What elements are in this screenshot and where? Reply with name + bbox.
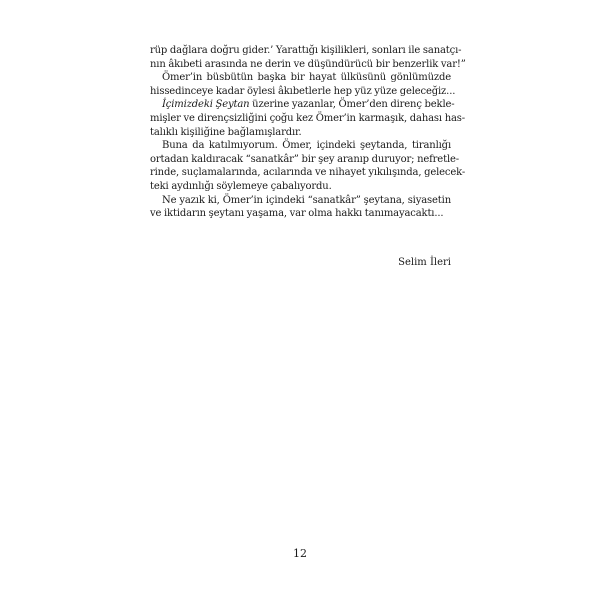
text-line: rüp dağlara doğru gider.’ Yarattığı kişilikleri, sonları ile sanatçı- [150, 45, 462, 56]
text-line: teki aydınlığı söylemeye çabalıyordu. [150, 180, 332, 192]
text-line: hissedinceye kadar öylesi âkıbetlerle hep yüz yüze geleceğiz... [150, 85, 456, 97]
text-line: nın âkıbeti arasında ne derin ve düşündürücü bir benzerlik var!” [150, 58, 466, 70]
text-line [150, 98, 455, 112]
text-line: ve iktidarın şeytanı yaşama, var olma hakkı tanımayacaktı... [150, 208, 444, 220]
book-title: İçimizdeki Şeytan [162, 99, 250, 111]
text-line-content: Ömer’in büsbütün başka bir hayat ülküsünü gönlümüzde [162, 72, 451, 84]
paragraph-5 [150, 194, 451, 221]
paragraph-3 [150, 98, 466, 139]
paragraph-4 [150, 139, 466, 193]
text-line: ortadan kaldıracak “sanatkâr” bir şey aranıp duruyor; nefretle- [150, 153, 459, 165]
text-line: talıklı kişiliğine bağlamışlardır. [150, 126, 302, 138]
text-line: rinde, suçlamalarında, acılarında ve nihayet yıkılışında, gelecek- [150, 167, 466, 179]
author-signature: Selim İleri [398, 257, 451, 268]
text-line [150, 139, 451, 153]
text-line-content: üzerine yazanlar, Ömer’den direnç bekle- [249, 99, 455, 111]
page-number: 12 [293, 547, 307, 560]
text-line-content: Buna da katılmıyorum. Ömer, içindeki şeytanda, tiranlığı [162, 140, 451, 152]
body-text [150, 44, 466, 221]
text-line: mişler ve dirençsizliğini çoğu kez Ömer’in karmaşık, dahası has- [150, 112, 466, 124]
text-line [150, 71, 451, 85]
text-line-content: Ne yazık ki, Ömer’in içindeki “sanatkâr” şeytana, siyasetin [162, 194, 451, 206]
paragraph-1 [150, 44, 466, 71]
paragraph-2 [150, 71, 456, 98]
text-line [150, 194, 451, 208]
